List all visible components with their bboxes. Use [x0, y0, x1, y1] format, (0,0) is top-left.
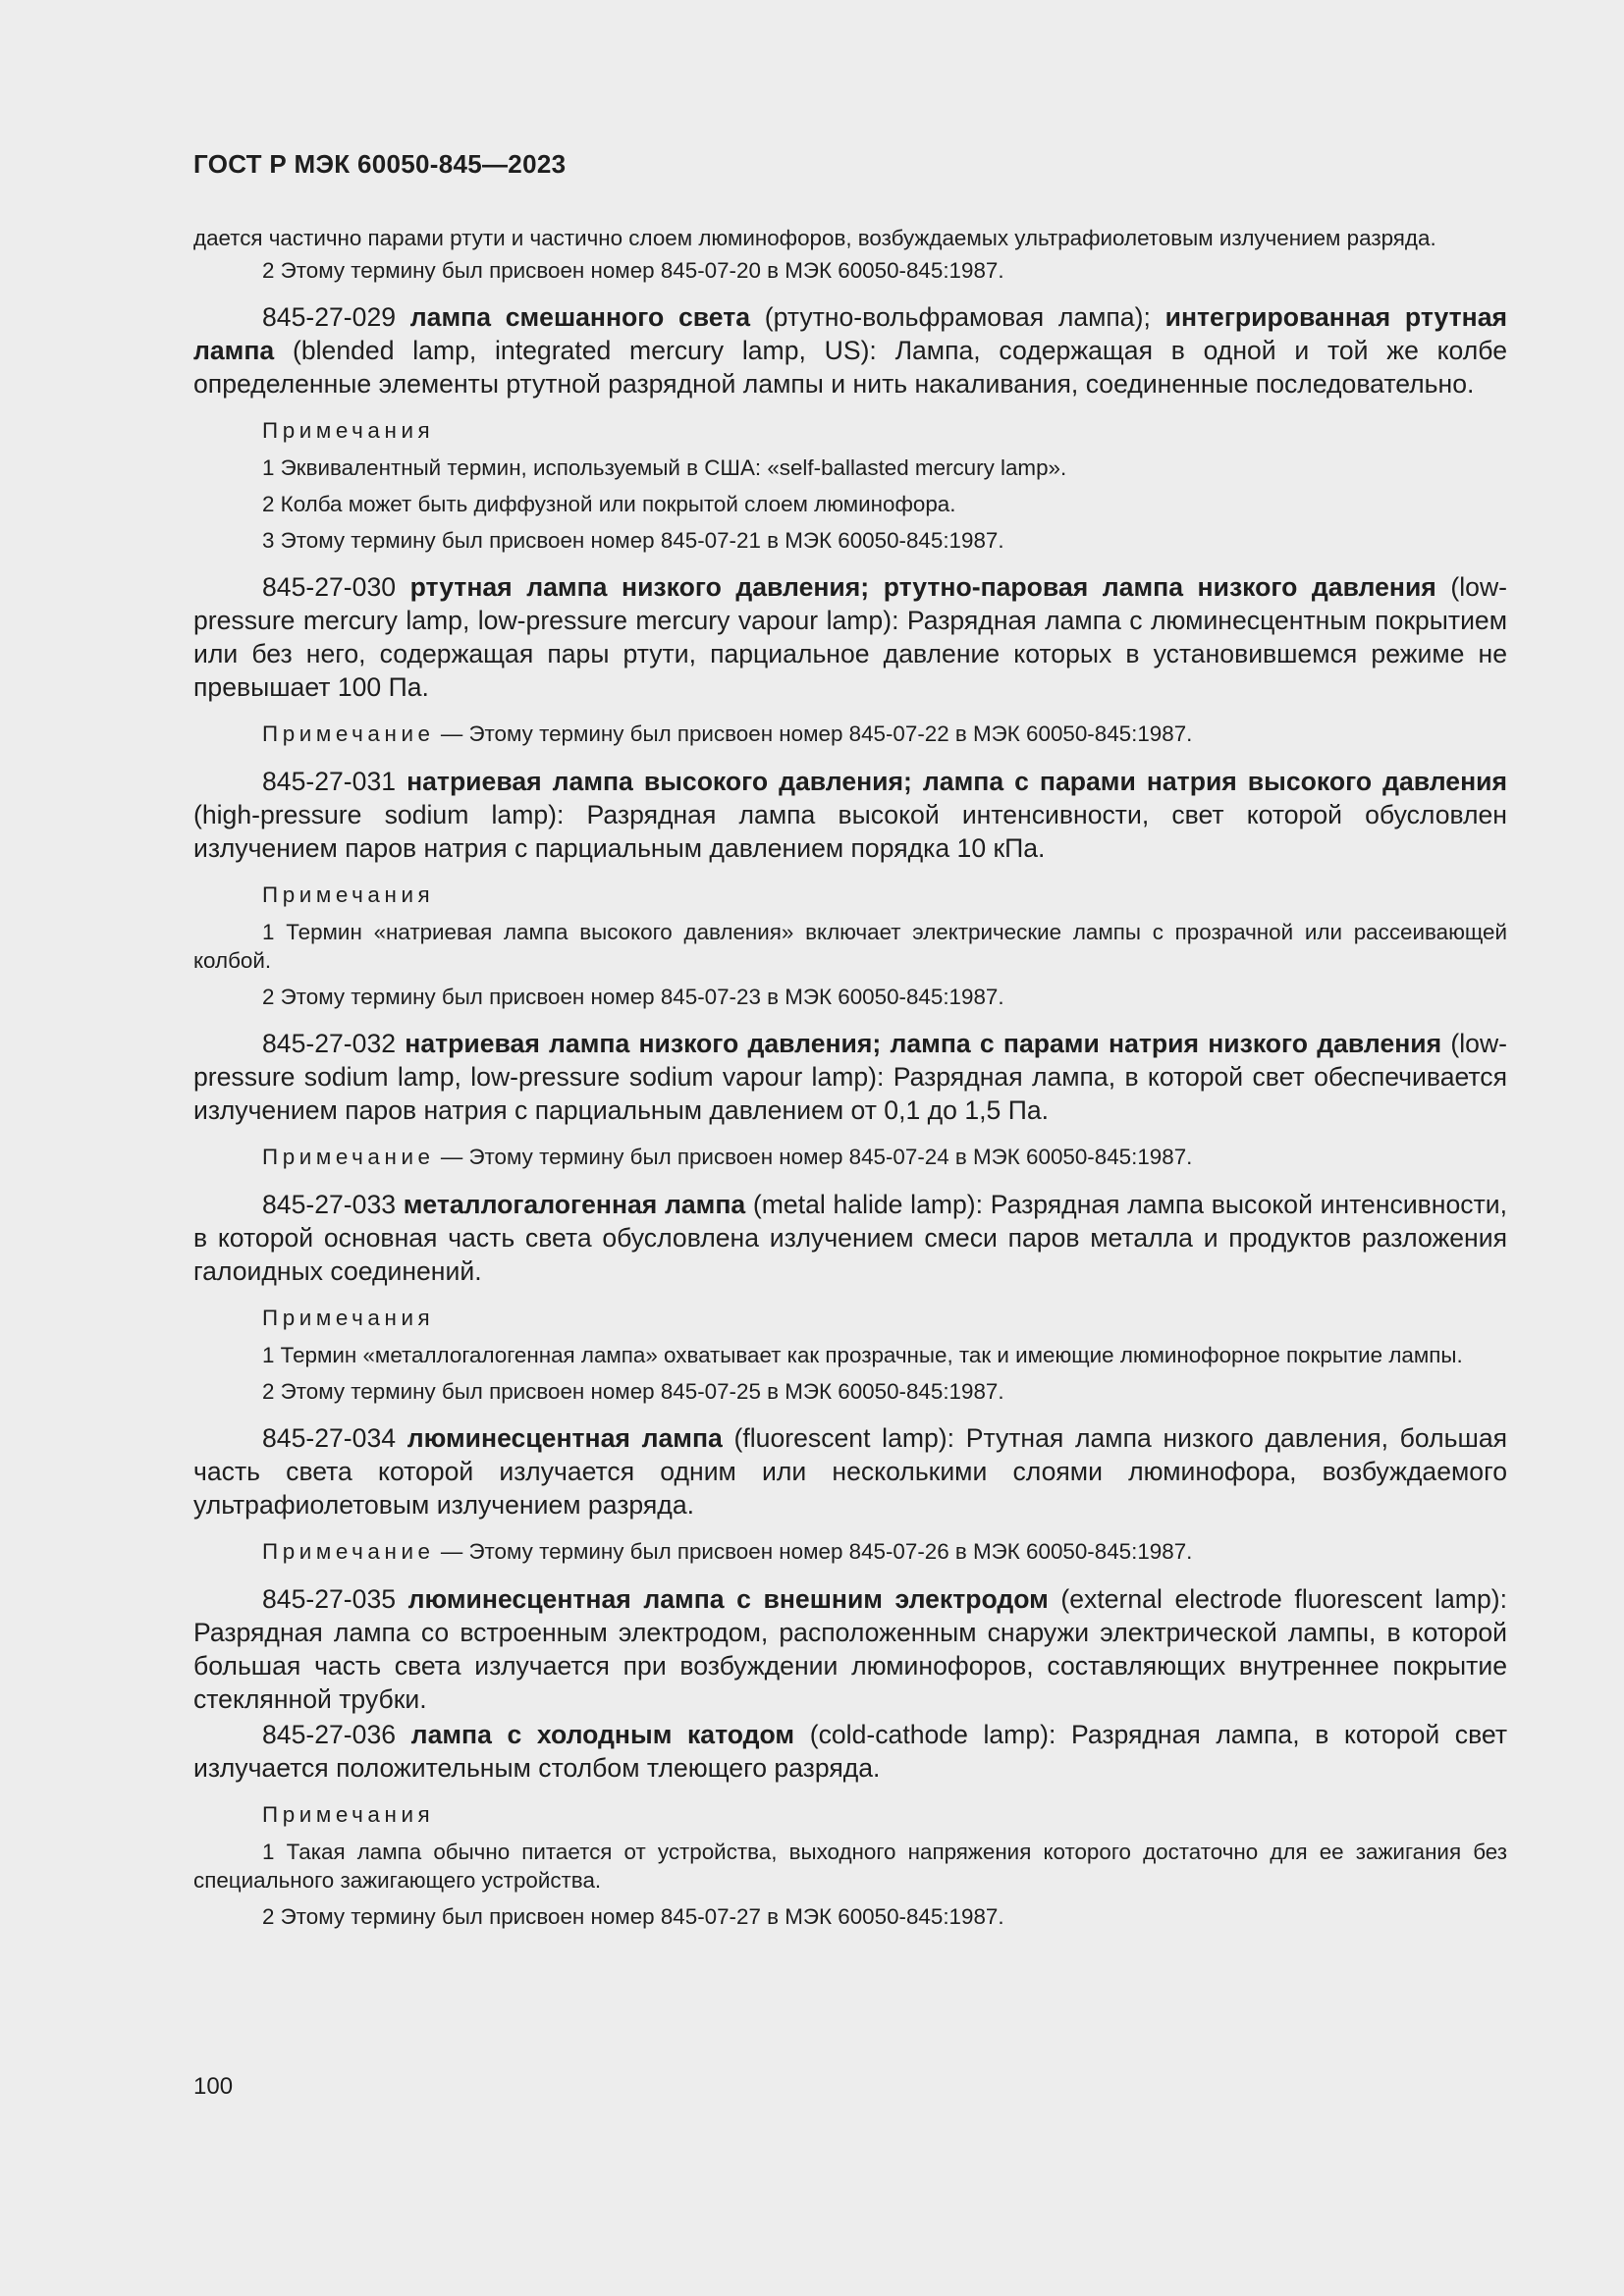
term-definition: (low-pressure mercury lamp, low-pressure mercury vapour lamp): Разрядная лампа с люминесцентным покрытием или без него, содержащая пары ртути, парциальное давление которых в установившемся режиме не превышает 100 Па.	[193, 572, 1508, 702]
term-845-27-035	[193, 1582, 1507, 1716]
term-845-27-036	[193, 1718, 1507, 1785]
term-name: ртутная лампа низкого давления; ртутно-паровая лампа низкого давления	[409, 572, 1436, 602]
term-number: 845-27-031	[262, 767, 397, 796]
notes-heading	[193, 881, 1507, 910]
note-heading-text: Примечание	[262, 1145, 435, 1169]
term-number: 845-27-034	[262, 1423, 397, 1453]
note-line	[193, 1537, 1507, 1567]
note-item: 3 Этому термину был присвоен номер 845-07-21 в МЭК 60050-845:1987.	[262, 528, 1004, 553]
term-845-27-034	[193, 1421, 1507, 1522]
term-definition: (metal halide lamp): Разрядная лампа высокой интенсивности, в которой основная часть света обусловлена излучением смеси паров металла и продуктов разложения галоидных соединений.	[193, 1190, 1508, 1286]
term-number: 845-27-033	[262, 1190, 397, 1219]
term-number: 845-27-030	[262, 572, 397, 602]
document-body	[193, 224, 1507, 1939]
page-number: 100	[193, 2073, 234, 2100]
note-item: 2 Этому термину был присвоен номер 845-07-25 в МЭК 60050-845:1987.	[262, 1379, 1004, 1404]
term-number: 845-27-029	[262, 302, 397, 332]
term-definition: (fluorescent lamp): Ртутная лампа низкого давления, большая часть света которой излучается одним или несколькими слоями люминофора, возбуждаемого ультрафиолетовым излучением разряда.	[193, 1423, 1508, 1520]
document-page	[193, 0, 1507, 2296]
term-845-27-029	[193, 300, 1507, 400]
term-name: металлогалогенная лампа	[403, 1190, 746, 1219]
term-definition: (low-pressure sodium lamp, low-pressure sodium vapour lamp): Разрядная лампа, в которой свет обеспечивается излучением паров натрия с парциальным давлением от 0,1 до 1,5 Па.	[193, 1029, 1508, 1125]
note-item: 1 Термин «металлогалогенная лампа» охватывает как прозрачные, так и имеющие люминофорное покрытие лампы.	[262, 1343, 1463, 1367]
notes-heading	[193, 1800, 1507, 1830]
term-845-27-031	[193, 765, 1507, 865]
term-name: интегрированная ртутная лампа	[193, 302, 1508, 365]
note-heading-text: Примечание	[262, 1539, 435, 1564]
term-845-27-030	[193, 570, 1507, 704]
note-item: 2 Этому термину был присвоен номер 845-07-23 в МЭК 60050-845:1987.	[262, 985, 1004, 1009]
note-item: 1 Эквивалентный термин, используемый в США: «self-ballasted mercury lamp».	[262, 455, 1067, 480]
term-definition: (external electrode fluorescent lamp): Разрядная лампа со встроенным электродом, расположенным снаружи электрической лампы, в которой большая часть света излучается при возбуждении люминофоров, составляющих внутреннее покрытие стеклянной трубки.	[193, 1584, 1507, 1714]
term-name: натриевая лампа низкого давления; лампа с парами натрия низкого давления	[405, 1029, 1442, 1058]
document-header: ГОСТ Р МЭК 60050-845—2023	[193, 149, 567, 179]
term-name: люминесцентная лампа	[406, 1423, 723, 1453]
note-text: — Этому термину был присвоен номер 845-07-24 в МЭК 60050-845:1987.	[440, 1145, 1193, 1169]
term-definition: (cold-cathode lamp): Разрядная лампа, в которой свет излучается положительным столбом тлеющего разряда.	[193, 1720, 1508, 1783]
notes-heading-text: Примечания	[262, 418, 435, 443]
notes-heading	[193, 416, 1507, 446]
term-name: натриевая лампа высокого давления; лампа с парами натрия высокого давления	[406, 767, 1508, 796]
term-definition: (blended lamp, integrated mercury lamp, US): Лампа, содержащая в одной и той же колбе определенные элементы ртутной разрядной лампы и нить накаливания, соединенные последовательно.	[193, 336, 1508, 399]
note-line	[193, 1143, 1507, 1172]
continued-note: дается частично парами ртути и частично слоем люминофоров, возбуждаемых ультрафиолетовым излучением разряда.	[193, 226, 1436, 250]
note-item: 2 Колба может быть диффузной или покрытой слоем люминофора.	[262, 492, 956, 516]
notes-heading-text: Примечания	[262, 882, 435, 907]
note-line	[193, 720, 1507, 749]
term-name: лампа с холодным катодом	[410, 1720, 795, 1749]
term-name: лампа смешанного света	[409, 302, 751, 332]
term-number: 845-27-032	[262, 1029, 397, 1058]
note-text: — Этому термину был присвоен номер 845-07-26 в МЭК 60050-845:1987.	[440, 1539, 1193, 1564]
term-number: 845-27-036	[262, 1720, 397, 1749]
term-definition: (high-pressure sodium lamp): Разрядная лампа высокой интенсивности, свет которой обусловлен излучением паров натрия с парциальным давлением порядка 10 кПа.	[193, 800, 1507, 863]
term-name: люминесцентная лампа с внешним электродом	[407, 1584, 1049, 1614]
term-number: 845-27-035	[262, 1584, 397, 1614]
note-item: 2 Этому термину был присвоен номер 845-07-27 в МЭК 60050-845:1987.	[262, 1904, 1004, 1929]
note-text: — Этому термину был присвоен номер 845-07-22 в МЭК 60050-845:1987.	[440, 721, 1193, 746]
note-845-07-20: 2 Этому термину был присвоен номер 845-07-20 в МЭК 60050-845:1987.	[262, 258, 1004, 283]
notes-heading	[193, 1304, 1507, 1333]
term-845-27-033	[193, 1188, 1507, 1288]
note-heading-text: Примечание	[262, 721, 435, 746]
note-item: 1 Термин «натриевая лампа высокого давления» включает электрические лампы с прозрачной или рассеивающей колбой.	[193, 920, 1507, 973]
notes-heading-text: Примечания	[262, 1306, 435, 1330]
term-845-27-032	[193, 1027, 1507, 1127]
notes-heading-text: Примечания	[262, 1802, 435, 1827]
term-synonym: (ртутно-вольфрамовая лампа);	[764, 302, 1151, 332]
note-item: 1 Такая лампа обычно питается от устройства, выходного напряжения которого достаточно для ее зажигания без специального зажигающего устройства.	[193, 1840, 1507, 1893]
